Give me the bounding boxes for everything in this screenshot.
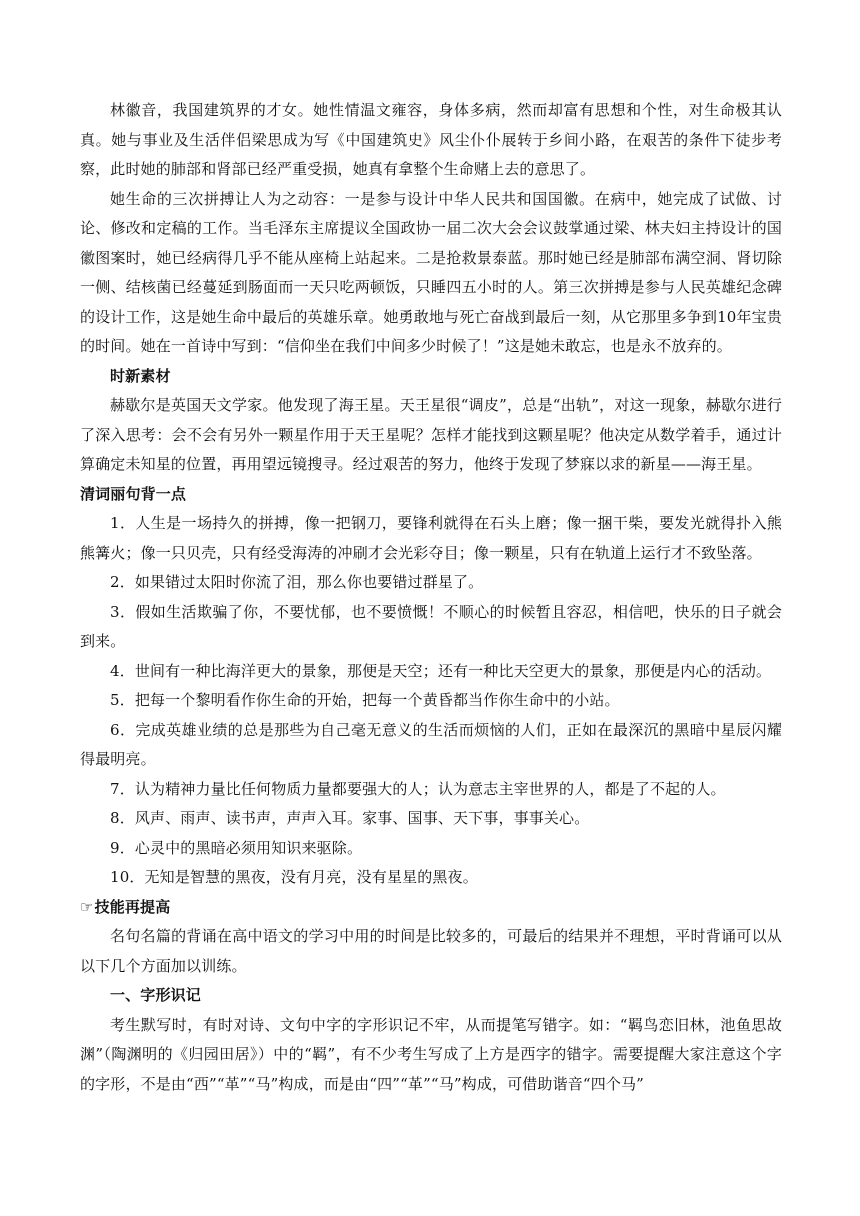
sentence-item-8: 8．风声、雨声、读书声，声声入耳。家事、国事、天下事，事事关心。 xyxy=(110,809,590,827)
skills-heading-row xyxy=(80,893,782,923)
sentence-item-5: 5．把每一个黎明看作你生命的开始，把每一个黄昏都当作你生命中的小站。 xyxy=(110,691,620,709)
document-page xyxy=(80,96,782,1099)
sentence-item-3: 3．假如生活欺骗了你，不要忧郁，也不要愤慨！不顺心的时候暂且容忍，相信吧，快乐的日子就会到来。 xyxy=(80,602,782,650)
sentence-item-9: 9．心灵中的黑暗必须用知识来驱除。 xyxy=(110,838,363,857)
sentence-item-10: 10．无知是智慧的黑夜，没有月亮，没有星星的黑夜。 xyxy=(110,868,478,886)
pointing-hand-icon: ☞ xyxy=(80,897,94,916)
new-material-heading: 时新素材 xyxy=(110,366,171,385)
new-material-paragraph: 赫歇尔是英国天文学家。他发现了海王星。天王星很“调皮”，总是“出轨”，对这一现象，赫歇尔进行了深入思考：会不会有另外一颗星作用于天王星呢？怎样才能找到这颗星呢？他决定从数学着手，通过计算确定未知星的位置，再用望远镜搜寻。经过艰苦的努力，他终于发现了梦寐以求的新星——海王星。 xyxy=(80,396,782,473)
sentence-item-1: 1．人生是一场持久的拼搏，像一把钢刀，要锋利就得在石头上磨；像一捆干柴，要发光就得扑入熊熊篝火；像一只贝壳，只有经受海涛的冲刷才会光彩夺目；像一颗星，只有在轨道上运行才不致坠落。 xyxy=(80,514,782,562)
section-1-heading: 一、字形识记 xyxy=(110,986,201,1004)
sentence-item-7: 7．认为精神力量比任何物质力量都要强大的人；认为意志主宰世界的人，都是了不起的人。 xyxy=(110,779,726,798)
sentence-item-4: 4．世间有一种比海洋更大的景象，那便是天空；还有一种比天空更大的景象，那便是内心的活动。 xyxy=(110,661,772,680)
intro-paragraph-1: 林徽音，我国建筑界的才女。她性情温文雍容，身体多病，然而却富有思想和个性，对生命极其认真。她与事业及生活伴侣梁思成为写《中国建筑史》风尘仆仆展转于乡间小路，在艰苦的条件下徒步考察，此时她的肺部和肾部已经严重受损，她真有拿整个生命赌上去的意思了。 xyxy=(80,101,782,178)
section-1-paragraph: 考生默写时，有时对诗、文句中字的字形识记不牢，从而提笔写错字。如：“羁鸟恋旧林，池鱼思故渊”（陶渊明的《归园田居》）中的“羁”，有不少考生写成了上方是西字的错字。需要提醒大家注意这个字的字形，不是由“西”“革”“马”构成，而是由“四”“革”“马”构成，可借助谐音“四个马” xyxy=(80,1015,782,1093)
sentence-item-6: 6．完成英雄业绩的总是那些为自己毫无意义的生活而烦恼的人们，正如在最深沉的黑暗中星辰闪耀得最明亮。 xyxy=(80,720,782,768)
skills-heading: 技能再提高 xyxy=(94,897,171,916)
sentences-list xyxy=(80,509,782,893)
sentence-item-2: 2．如果错过太阳时你流了泪，那么你也要错过群星了。 xyxy=(110,573,484,591)
sentences-heading: 清词丽句背一点 xyxy=(80,484,187,503)
intro-paragraph-2: 她生命的三次拼搏让人为之动容：一是参与设计中华人民共和国国徽。在病中，她完成了试做、讨论、修改和定稿的工作。当毛泽东主席提议全国政协一届二次大会会议鼓掌通过梁、林夫妇主持设计的国徽图案时，她已经病得几乎不能从座椅上站起来。二是抢救景泰蓝。那时她已经是肺部布满空洞、肾切除一侧、结核菌已经蔓延到肠面而一天只吃两顿饭，只睡四五小时的人。第三次拼搏是参与人民英雄纪念碑的设计工作，这是她生命中最后的英雄乐章。她勇敢地与死亡奋战到最后一刻，从它那里多争到10年宝贵的时间。她在一首诗中写到：“信仰坐在我们中间多少时候了！”这是她未敢忘，也是永不放弃的。 xyxy=(80,189,782,355)
skills-intro-paragraph: 名句名篇的背诵在高中语文的学习中用的时间是比较多的，可最后的结果并不理想，平时背诵可以从以下几个方面加以训练。 xyxy=(80,927,782,975)
